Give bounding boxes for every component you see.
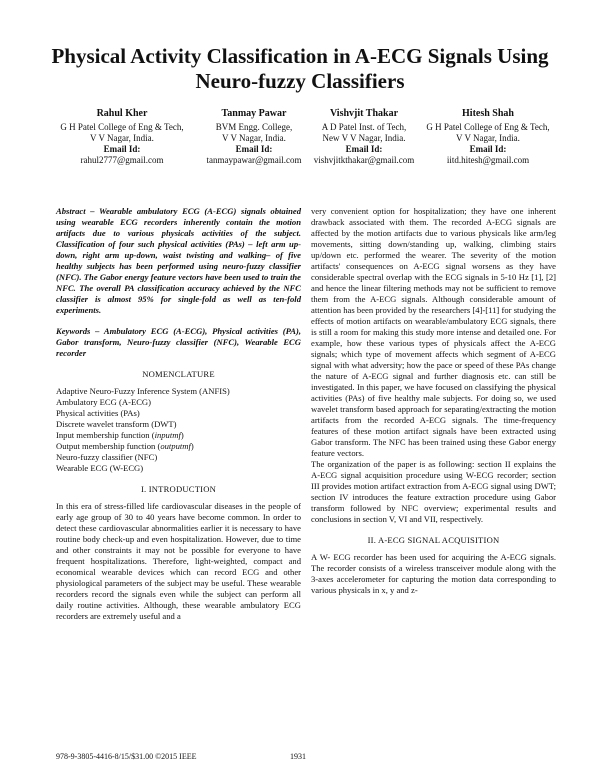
author-address: V V Nagar, India.	[222, 133, 286, 143]
author-affiliation: G H Patel College of Eng & Tech,	[60, 122, 184, 132]
nomenclature-item: Neuro-fuzzy classifier (NFC)	[56, 452, 158, 462]
abstract: Abstract – Wearable ambulatory ECG (A-ECG) signals obtained using wearable ECG recorders inherently contain the motion artifacts due to various physicals activities of the subject. Classification of four such physical activities (PAs) – left arm up-down, right arm up-down, waist twisting and walking– of five healthy subjects has been performed using neuro-fuzzy classifier (NFC). The Gabor energy feature vectors have been used to train the NFC. The overall PA classification accuracy achieved by the NFC classifier is almost 95% for single-fold as well as ten-fold experiments.	[56, 206, 301, 315]
nomenclature-item: Physical activities (PAs)	[56, 408, 140, 418]
author-block-2	[190, 108, 318, 166]
nomenclature-item: Wearable ECG (W-ECG)	[56, 463, 144, 473]
author-email-label: Email Id:	[235, 144, 273, 154]
section-2-paragraph: A W- ECG recorder has been used for acquiring the A-ECG signals. The recorder consists of a wireless transceiver module along with the 3-axes accelerometer for capturing the motion data corresponding to various physicals in x, y and z-	[311, 552, 556, 595]
author-email: iitd.hitesh@gmail.com	[446, 155, 530, 165]
author-email-label: Email Id:	[345, 144, 383, 154]
author-address: V V Nagar, India.	[90, 133, 154, 143]
right-column	[311, 206, 556, 596]
author-name: Hitesh Shah	[462, 108, 514, 119]
author-name: Rahul Kher	[96, 108, 148, 119]
nomenclature-item: Ambulatory ECG (A-ECG)	[56, 397, 151, 407]
section-2-heading: II. A-ECG SIGNAL ACQUISITION	[367, 535, 500, 545]
keywords: Keywords – Ambulatory ECG (A-ECG), Physical activities (PA), Gabor transform, Neuro-fuzzy classifier (NFC), Wearable ECG recorder	[56, 326, 301, 358]
left-column	[56, 206, 301, 622]
page-number: 1931	[290, 752, 306, 761]
author-affiliation: BVM Engg. College,	[215, 122, 293, 132]
introduction-paragraph-continued: very convenient option for hospitalization; they have one inherent drawback associated with them. The recorded A-ECG signals are affected by the motion artifacts due to various physicals like arm/leg movements, sitting down/standing up, walking, climbing stairs up/down etc. performed the wearer. The severity of the motion artifacts' consequences on A-ECG signal worsens as they have considerable spectral overlap with the ECG signals in 5-10 Hz [1], [2] and hence the linear filtering methods may not be sufficient to remove them from the A-ECG signals. Although considerable amount of attention has been provided by the researchers [4]-[11] for studying the effects of motion artifacts on wearable/ambulatory ECG signals, there is still a room for making this study more intense and detailed one. For example, how these various types of physicals affect the A-ECG signals; which type of movement affects which segment of A-ECG signal with what adversity; how the pace or speed of these PAs change the nature of A-ECG signal and further diagnosis etc. can still be investigated. In this paper, we have focused on classifying the physical activities (PAs) of five healthy male subjects. For doing so, we used wavelet transform based approach for separating/extracting the motion artifacts from the recorded A-ECG signals. The time-frequency features of these motion artifact signals have been extracted using Gabor transform. The NFC has been trained using these Gabor energy feature vectors.	[311, 206, 556, 458]
nomenclature-item: Adaptive Neuro-Fuzzy Inference System (ANFIS)	[56, 386, 230, 396]
organization-paragraph: The organization of the paper is as following: section II explains the A-ECG signal acquisition procedure using W-ECG recorder; section III provides motion artifact extraction from A-ECG signal using DWT; section IV introduces the feature extraction procedure using Gabor transform followed by NFC overview; experimental results and conclusions in section V, VI and VII, respectively.	[311, 459, 556, 524]
author-email-label: Email Id:	[469, 144, 507, 154]
author-address: New V V Nagar, India.	[322, 133, 406, 143]
nomenclature-heading: NOMENCLATURE	[142, 369, 215, 379]
author-block-4	[424, 108, 552, 166]
nomenclature-item: Input membership function (inputmf)	[56, 430, 184, 440]
paper-title: Physical Activity Classification in A-ECG Signals Using Neuro-fuzzy Classifiers	[51, 44, 549, 93]
author-address: V V Nagar, India.	[456, 133, 520, 143]
introduction-paragraph: In this era of stress-filled life cardiovascular diseases in the people of early age group of 30 to 40 years have become common. In order to detect these cardiovascular abnormalities earlier it is necessary to have routine body check-up and even hospitalization. However, due to time and other constraints it may not be possible for everyone to have frequent hospitalizations. Therefore, light-weighted, compact and economical wearable devices which can record ECG and other physiological parameters of the subject may be useful. These wearable recorders record the signals even while the subject can perform all daily routine activities. Although, these wearable ambulatory ECG recorders are extremely useful and a	[56, 501, 301, 621]
nomenclature-item: Discrete wavelet transform (DWT)	[56, 419, 177, 429]
nomenclature-item: Output membership function (outputmf)	[56, 441, 194, 451]
author-name: Vishvjit Thakar	[329, 108, 399, 119]
author-affiliation: G H Patel College of Eng & Tech,	[426, 122, 550, 132]
author-name: Tanmay Pawar	[221, 108, 287, 119]
author-block-1	[58, 108, 186, 166]
introduction-heading: I. INTRODUCTION	[140, 484, 217, 494]
author-email: tanmaypawar@gmail.com	[206, 155, 302, 165]
author-email: rahul2777@gmail.com	[80, 155, 164, 165]
nomenclature-list	[56, 386, 301, 474]
author-email-label: Email Id:	[103, 144, 141, 154]
copyright-footer: 978-9-3805-4416-8/15/$31.00 ©2015 IEEE	[56, 752, 197, 761]
author-email: vishvjitkthakar@gmail.com	[313, 155, 415, 165]
author-affiliation: A D Patel Inst. of Tech,	[321, 122, 407, 132]
author-block-3	[300, 108, 428, 166]
